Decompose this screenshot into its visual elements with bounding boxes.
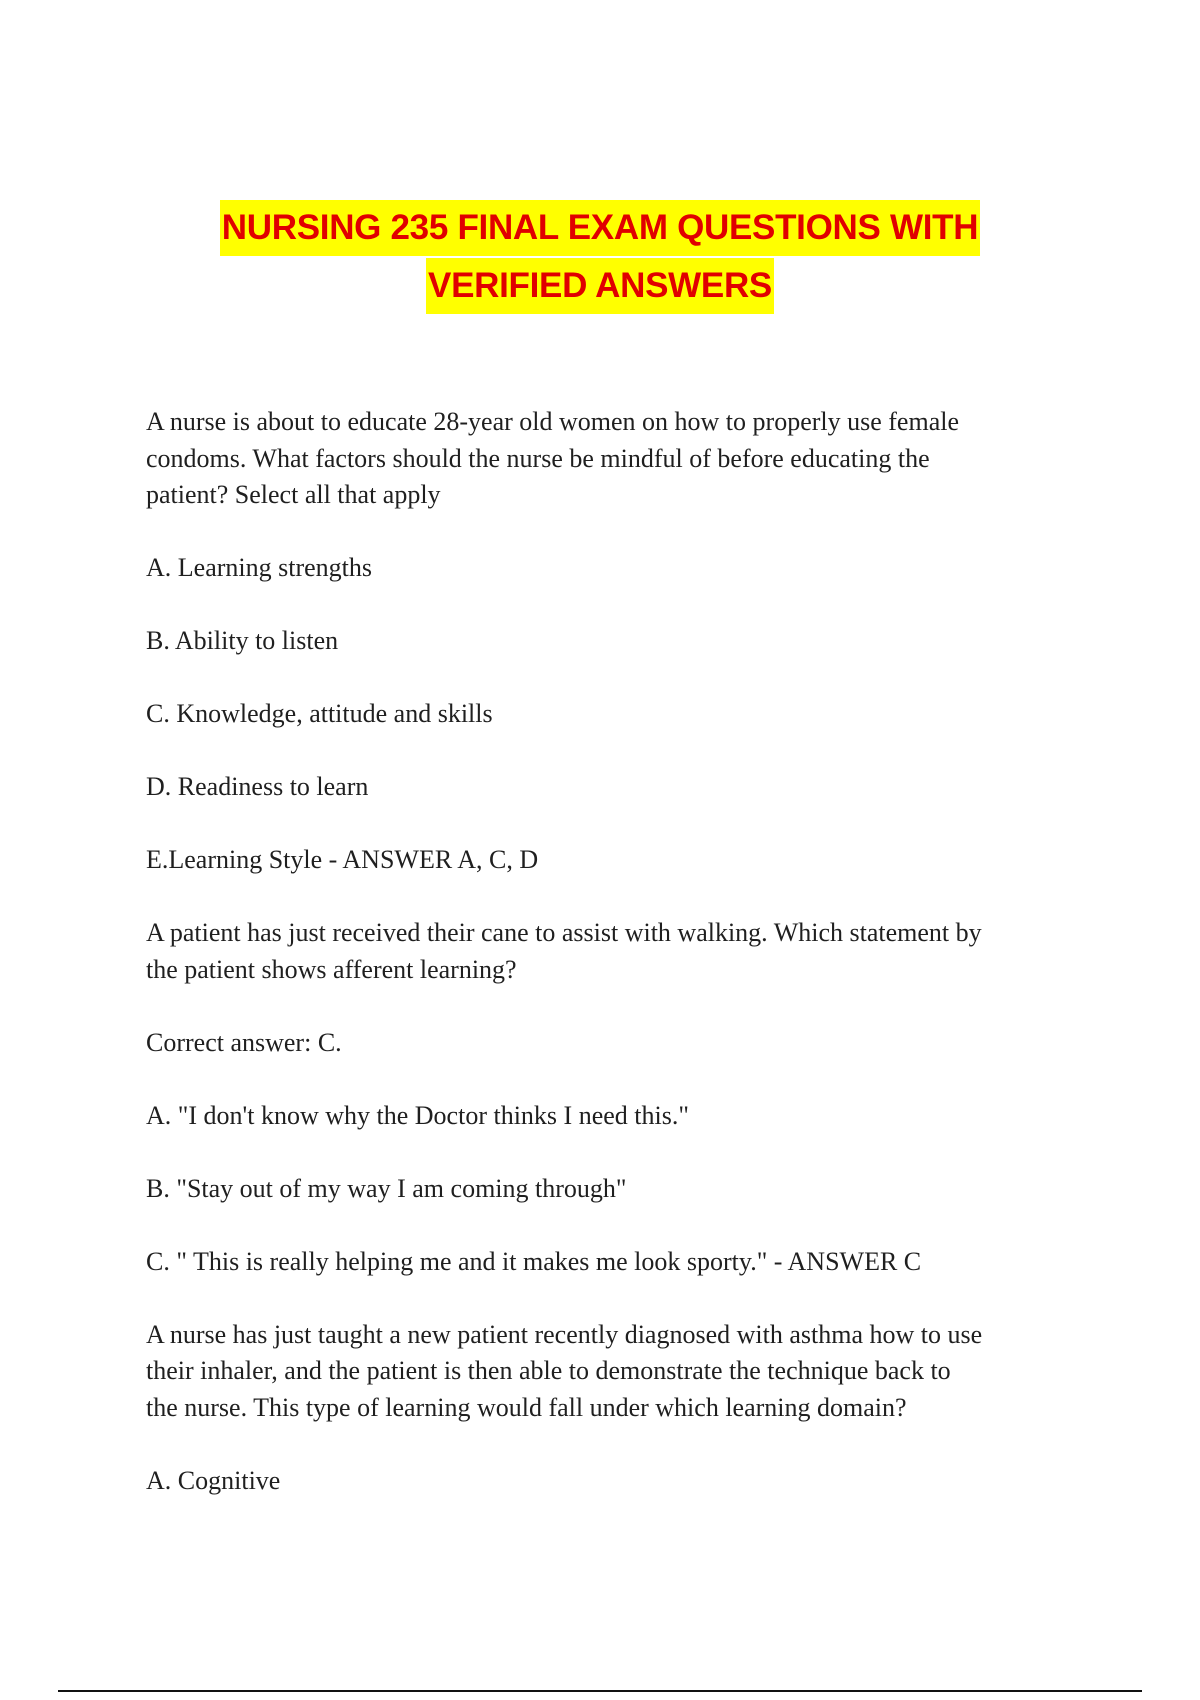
footer-rule [58,1690,1142,1692]
question-1-line-2: condoms. What factors should the nurse be mindful of before educating the [146,443,930,473]
title-line-2: VERIFIED ANSWERS [426,258,774,314]
question-1-line-1: A nurse is about to educate 28-year old women on how to properly use female [146,407,959,436]
title-line-1: NURSING 235 FINAL EXAM QUESTIONS WITH [220,200,980,256]
question-3 [146,1317,1066,1500]
question-1-option-d: D. Readiness to learn [146,772,369,801]
question-1 [146,404,1066,879]
question-3-line-2: their inhaler, and the patient is then able to demonstrate the technique back to [146,1356,951,1385]
question-2-line-2: the patient shows afferent learning? [146,954,517,984]
document-title [0,200,1200,314]
question-2 [146,915,1066,1280]
question-3-line-3: the nurse. This type of learning would fall under which learning domain? [146,1392,907,1422]
question-2-option-a: A. "I don't know why the Doctor thinks I need this." [146,1100,689,1130]
question-1-option-b: B. Ability to listen [146,626,339,655]
question-2-correct-answer: Correct answer: C. [146,1027,342,1057]
question-1-option-e-answer: E.Learning Style - ANSWER A, C, D [146,845,539,874]
question-2-line-1: A patient has just received their cane to assist with walking. Which statement by [146,918,982,947]
document-body [146,404,1066,1499]
question-2-option-c-answer: C. " This is really helping me and it makes me look sporty." - ANSWER C [146,1246,922,1276]
question-3-option-a: A. Cognitive [146,1465,281,1495]
question-1-option-a: A. Learning strengths [146,553,373,582]
question-1-option-c: C. Knowledge, attitude and skills [146,699,493,728]
question-2-option-b: B. "Stay out of my way I am coming through" [146,1173,627,1203]
question-3-line-1: A nurse has just taught a new patient recently diagnosed with asthma how to use [146,1319,983,1349]
question-1-line-3: patient? Select all that apply [146,480,441,509]
